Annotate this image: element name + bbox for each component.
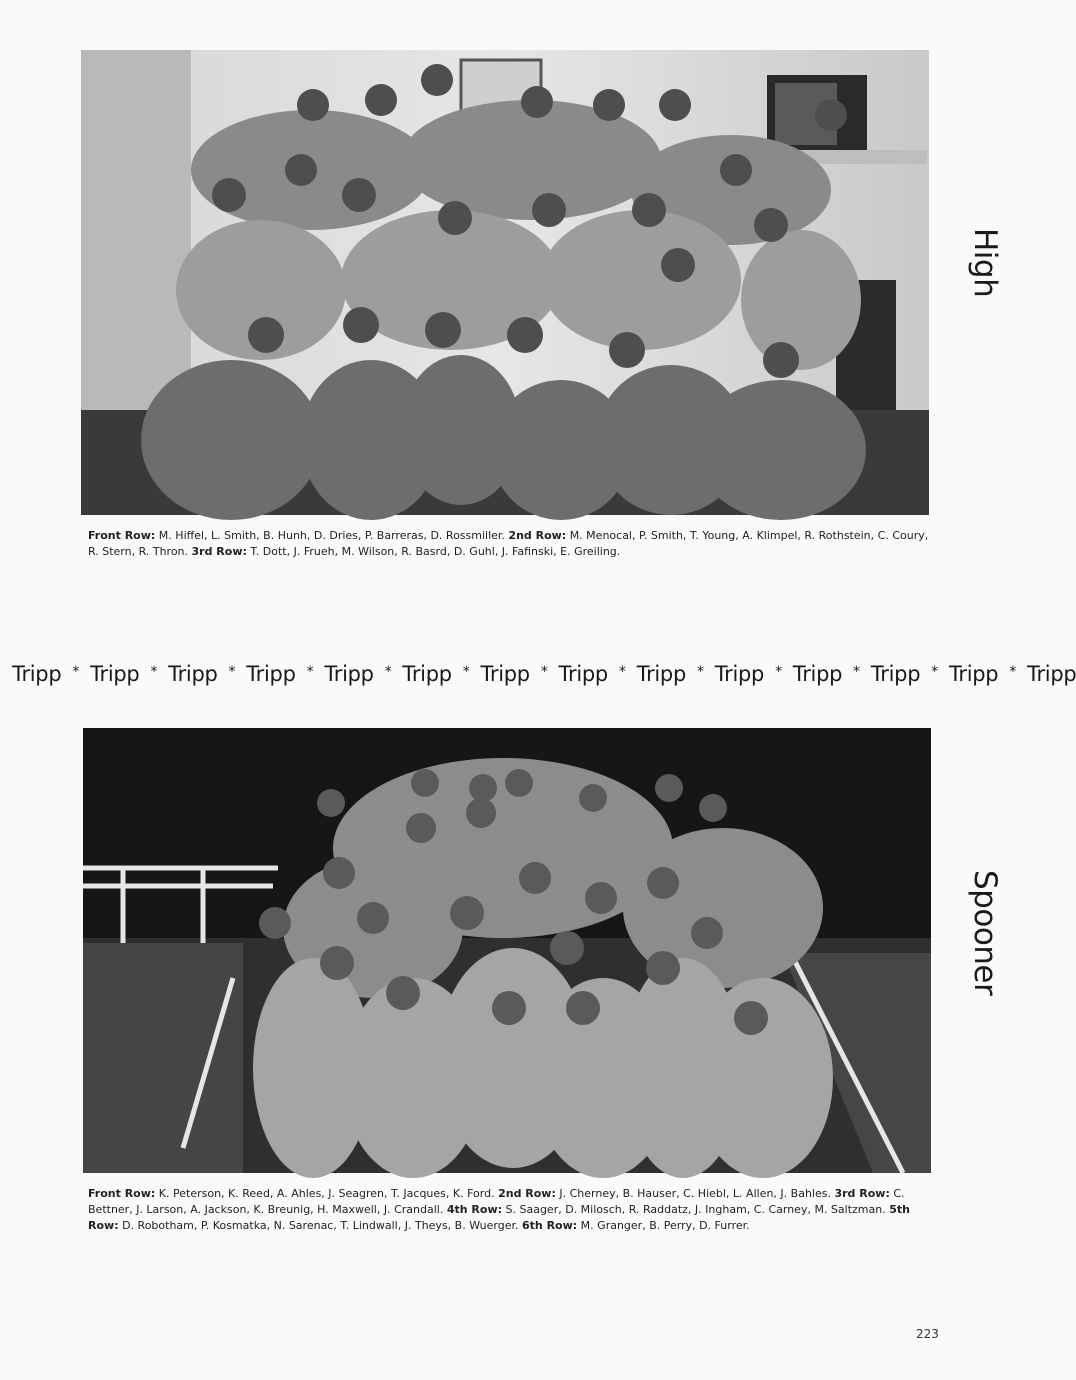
spooner-photo-caption [88, 1186, 938, 1234]
banner-separator: * [306, 664, 314, 680]
banner-word: Tripp [12, 662, 62, 686]
banner-separator: * [462, 664, 470, 680]
banner-separator: * [618, 664, 626, 680]
caption-row-label: 2nd Row: [498, 1187, 556, 1200]
banner-word: Tripp [168, 662, 218, 686]
caption-names: C. Bettner, J. Larson, A. Jackson, K. Breunig, H. Maxwell, J. Crandall. [88, 1187, 905, 1216]
spooner-group-photo [83, 728, 931, 1173]
banner-word: Tripp [246, 662, 296, 686]
caption-names: M. Hiffel, L. Smith, B. Hunh, D. Dries, P. Barreras, D. Rossmiller. [155, 529, 509, 542]
banner-word: Tripp [1027, 662, 1076, 686]
banner-word: Tripp [636, 662, 686, 686]
caption-names: T. Dott, J. Frueh, M. Wilson, R. Basrd, D. Guhl, J. Fafinski, E. Greiling. [246, 545, 621, 558]
caption-row-label: 2nd Row: [508, 529, 567, 542]
spooner-photo-art [83, 728, 931, 1173]
banner-separator: * [150, 664, 158, 680]
banner-separator: * [931, 664, 938, 680]
high-group-photo [81, 50, 929, 515]
banner-separator: * [540, 664, 548, 680]
caption-row-label: 3rd Row: [191, 545, 247, 558]
caption-row-label: 4th Row: [446, 1203, 503, 1216]
banner-word: Tripp [90, 662, 140, 686]
caption-names: J. Cherney, B. Hauser, C. Hiebl, L. Allen, J. Bahles. [555, 1187, 835, 1200]
caption-names: M. Menocal, P. Smith, T. Young, A. Klimpel, R. Rothstein, C. Coury, R. Stern, R. Thron. [88, 529, 929, 558]
caption-row-label: Front Row: [88, 529, 156, 542]
banner-separator: * [1009, 664, 1017, 680]
banner-separator: * [72, 664, 80, 680]
caption-names: M. Granger, B. Perry, D. Furrer. [577, 1219, 750, 1232]
banner-word: Tripp [870, 662, 921, 686]
banner-word: Tripp [558, 662, 608, 686]
caption-names: S. Saager, D. Milosch, R. Raddatz, J. Ingham, C. Carney, M. Saltzman. [502, 1203, 890, 1216]
banner-word: Tripp [948, 662, 999, 686]
high-photo-caption [88, 528, 936, 560]
banner-word: Tripp [402, 662, 452, 686]
caption-row-label: 3rd Row: [834, 1187, 890, 1200]
banner-word: Tripp [714, 662, 765, 686]
house-label-high: High [967, 228, 1003, 298]
tripp-banner [0, 662, 1076, 686]
caption-names: K. Peterson, K. Reed, A. Ahles, J. Seagren, T. Jacques, K. Ford. [155, 1187, 499, 1200]
page-number: 223 [916, 1327, 939, 1341]
high-photo-art [81, 50, 929, 515]
caption-row-label: Front Row: [88, 1187, 156, 1200]
banner-word: Tripp [792, 662, 843, 686]
caption-row-label: 5th Row: [88, 1203, 910, 1232]
banner-separator: * [384, 664, 392, 680]
caption-names: D. Robotham, P. Kosmatka, N. Sarenac, T. Lindwall, J. Theys, B. Wuerger. [118, 1219, 523, 1232]
banner-separator: * [697, 664, 704, 680]
house-label-spooner: Spooner [967, 870, 1003, 996]
banner-word: Tripp [324, 662, 374, 686]
banner-separator: * [228, 664, 236, 680]
caption-row-label: 6th Row: [522, 1219, 578, 1232]
banner-separator: * [853, 664, 860, 680]
banner-word: Tripp [480, 662, 530, 686]
banner-separator: * [775, 664, 782, 680]
